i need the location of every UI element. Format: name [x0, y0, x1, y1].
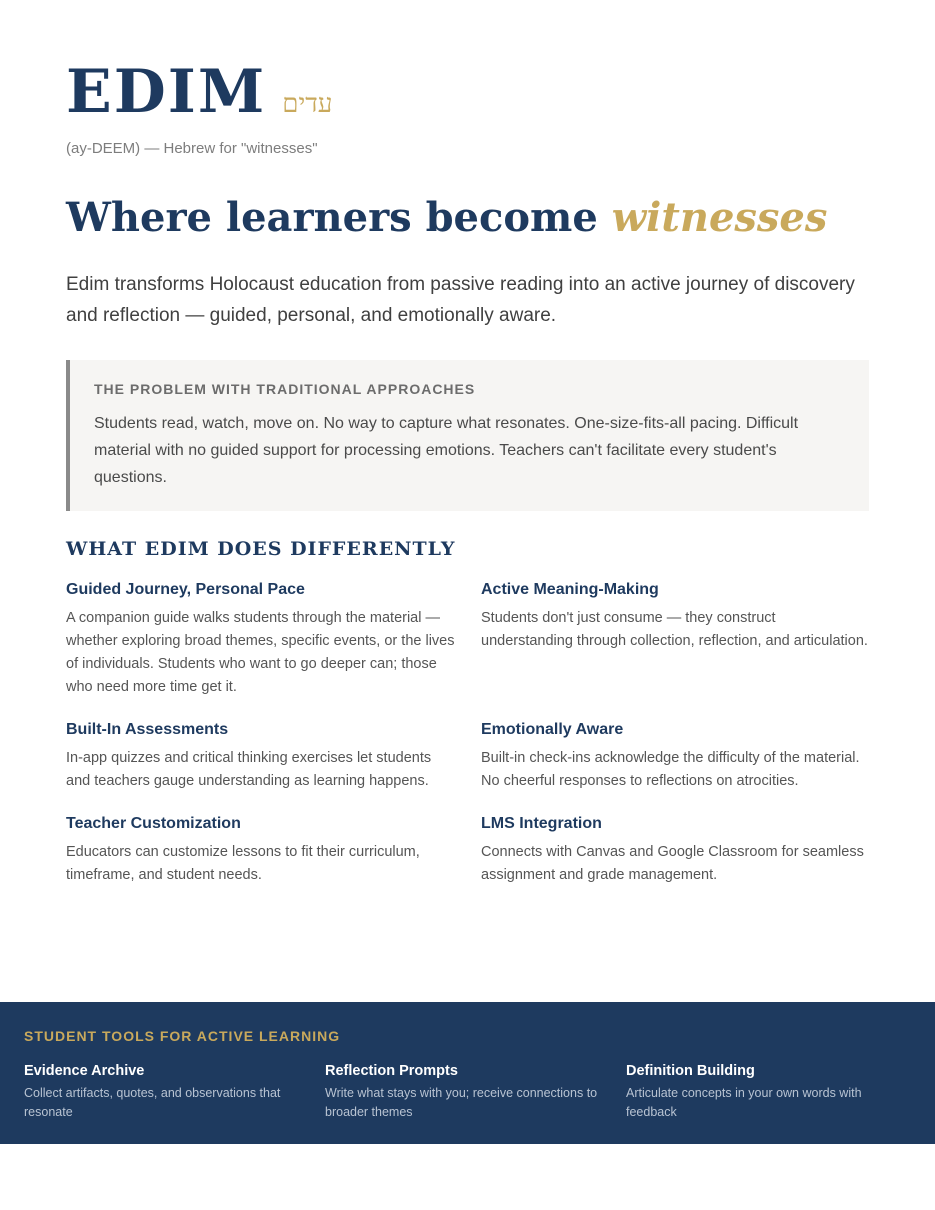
feature-assessments	[66, 720, 456, 793]
student-tools-banner	[0, 1002, 935, 1144]
feature-active-meaning	[481, 580, 871, 653]
problem-callout	[66, 360, 869, 511]
feature-desc: Educators can customize lessons to fit their curriculum, timeframe, and student needs.	[66, 844, 420, 883]
feature-lms-integration	[481, 814, 871, 887]
brand-hebrew-name: עדים	[282, 89, 333, 119]
tool-title: Definition Building	[626, 1063, 755, 1079]
feature-desc: Students don't just consume — they construct understanding through collection, reflection, and articulation.	[481, 610, 868, 649]
tool-desc: Write what stays with you; receive connections to broader themes	[325, 1086, 598, 1119]
tool-desc: Collect artifacts, quotes, and observations that resonate	[24, 1086, 281, 1119]
feature-desc: Built-in check-ins acknowledge the difficulty of the material. No cheerful responses to reflections on atrocities.	[481, 750, 860, 789]
feature-title: Emotionally Aware	[481, 721, 624, 738]
headline-main: Where learners become	[66, 194, 612, 241]
tool-title: Reflection Prompts	[325, 1063, 458, 1079]
problem-title: THE PROBLEM WITH TRADITIONAL APPROACHES	[94, 381, 476, 397]
brand-header	[66, 57, 333, 127]
tool-definition-building	[626, 1062, 911, 1122]
tool-desc: Articulate concepts in your own words with feedback	[626, 1086, 862, 1119]
student-tools-heading: STUDENT TOOLS FOR ACTIVE LEARNING	[24, 1028, 341, 1044]
brand-name: EDIM	[66, 57, 267, 127]
tool-reflection-prompts	[325, 1062, 610, 1122]
tool-title: Evidence Archive	[24, 1063, 145, 1079]
feature-desc: Connects with Canvas and Google Classroom for seamless assignment and grade management.	[481, 844, 864, 883]
feature-title: Teacher Customization	[66, 815, 241, 832]
headline-accent: witnesses	[611, 194, 828, 241]
differently-heading: WHAT EDIM DOES DIFFERENTLY	[66, 538, 456, 560]
feature-desc: A companion guide walks students through the material — whether exploring broad themes, specific events, or the lives of individuals. Students who want to go deeper can; those who need more time get it.	[66, 610, 455, 695]
feature-title: Active Meaning-Making	[481, 581, 659, 598]
feature-desc: In-app quizzes and critical thinking exercises let students and teachers gauge understanding as learning happens.	[66, 750, 432, 789]
feature-title: LMS Integration	[481, 815, 602, 832]
feature-title: Built-In Assessments	[66, 721, 229, 738]
feature-guided-journey	[66, 580, 456, 699]
feature-emotionally-aware	[481, 720, 871, 793]
headline	[66, 194, 827, 242]
pronunciation-note: (ay-DEEM) — Hebrew for "witnesses"	[66, 140, 318, 157]
intro-paragraph: Edim transforms Holocaust education from passive reading into an active journey of discovery and reflection — guided, personal, and emotionally aware.	[66, 274, 855, 326]
tool-evidence-archive	[24, 1062, 309, 1122]
problem-text: Students read, watch, move on. No way to capture what resonates. One-size-fits-all pacing. Difficult material with no guided support for processing emotions. Teachers can't facilitate every student's questions.	[94, 415, 799, 486]
feature-title: Guided Journey, Personal Pace	[66, 581, 305, 598]
feature-teacher-customization	[66, 814, 456, 887]
